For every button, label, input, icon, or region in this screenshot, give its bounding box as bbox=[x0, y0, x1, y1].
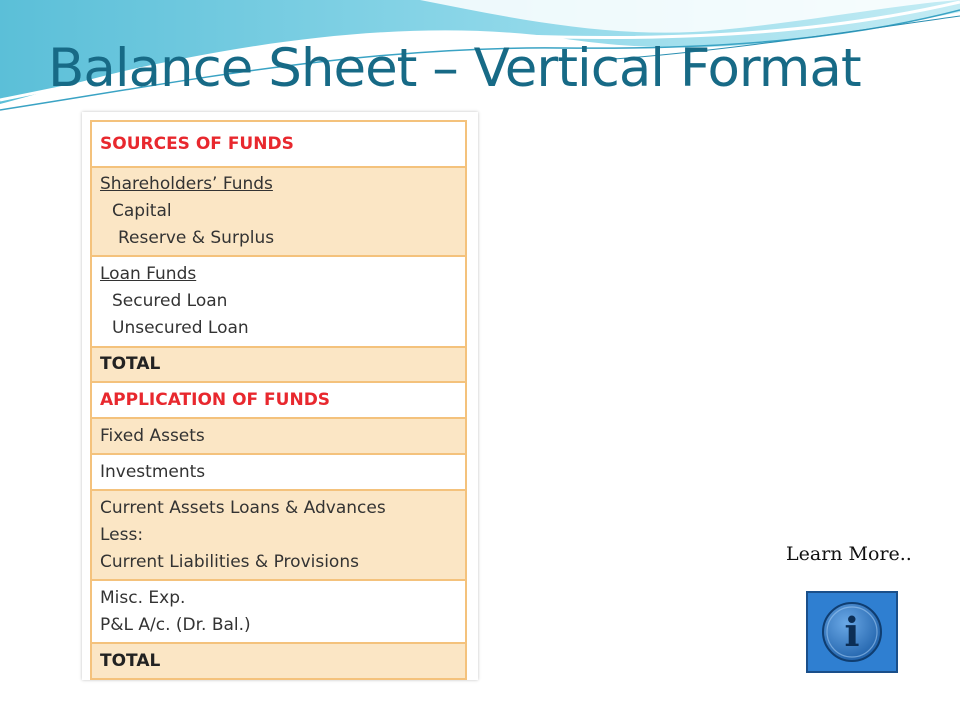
table-row bbox=[91, 167, 466, 256]
table-row bbox=[91, 347, 466, 382]
info-button[interactable] bbox=[806, 591, 898, 673]
total-sources: TOTAL bbox=[91, 347, 466, 382]
table-row bbox=[91, 418, 466, 454]
misc-exp-label: Misc. Exp. bbox=[100, 587, 186, 608]
table-row bbox=[91, 382, 466, 418]
less-label: Less: bbox=[100, 524, 144, 545]
table-row bbox=[91, 490, 466, 580]
secured-loan-label: Secured Loan bbox=[112, 291, 228, 311]
capital-label: Capital bbox=[112, 201, 172, 221]
unsecured-loan-label: Unsecured Loan bbox=[112, 318, 249, 338]
current-assets-label: Current Assets Loans & Advances bbox=[100, 497, 386, 518]
loan-funds-heading: Loan Funds bbox=[100, 264, 197, 284]
svg-text:i: i bbox=[844, 609, 860, 656]
misc-cell bbox=[91, 580, 466, 643]
reserve-surplus-label: Reserve & Surplus bbox=[118, 228, 275, 248]
application-heading: APPLICATION OF FUNDS bbox=[91, 382, 466, 418]
slide-title: Balance Sheet – Vertical Format bbox=[48, 38, 861, 99]
pl-account-label: P&L A/c. (Dr. Bal.) bbox=[100, 614, 251, 635]
loan-funds-cell bbox=[91, 256, 466, 347]
balance-sheet-image bbox=[82, 112, 478, 680]
table-row bbox=[91, 454, 466, 490]
total-application: TOTAL bbox=[91, 643, 466, 679]
table-row bbox=[91, 121, 466, 167]
table-row bbox=[91, 256, 466, 347]
balance-sheet-table bbox=[90, 120, 467, 680]
shareholders-funds-cell bbox=[91, 167, 466, 256]
sources-heading: SOURCES OF FUNDS bbox=[91, 121, 466, 167]
investments-label: Investments bbox=[91, 454, 466, 490]
current-assets-cell bbox=[91, 490, 466, 580]
shareholders-heading: Shareholders’ Funds bbox=[100, 174, 273, 194]
fixed-assets-label: Fixed Assets bbox=[91, 418, 466, 454]
info-icon bbox=[820, 600, 884, 664]
table-row bbox=[91, 580, 466, 643]
current-liabilities-label: Current Liabilities & Provisions bbox=[100, 551, 359, 572]
learn-more-link[interactable]: Learn More.. bbox=[786, 543, 912, 565]
table-row bbox=[91, 643, 466, 679]
